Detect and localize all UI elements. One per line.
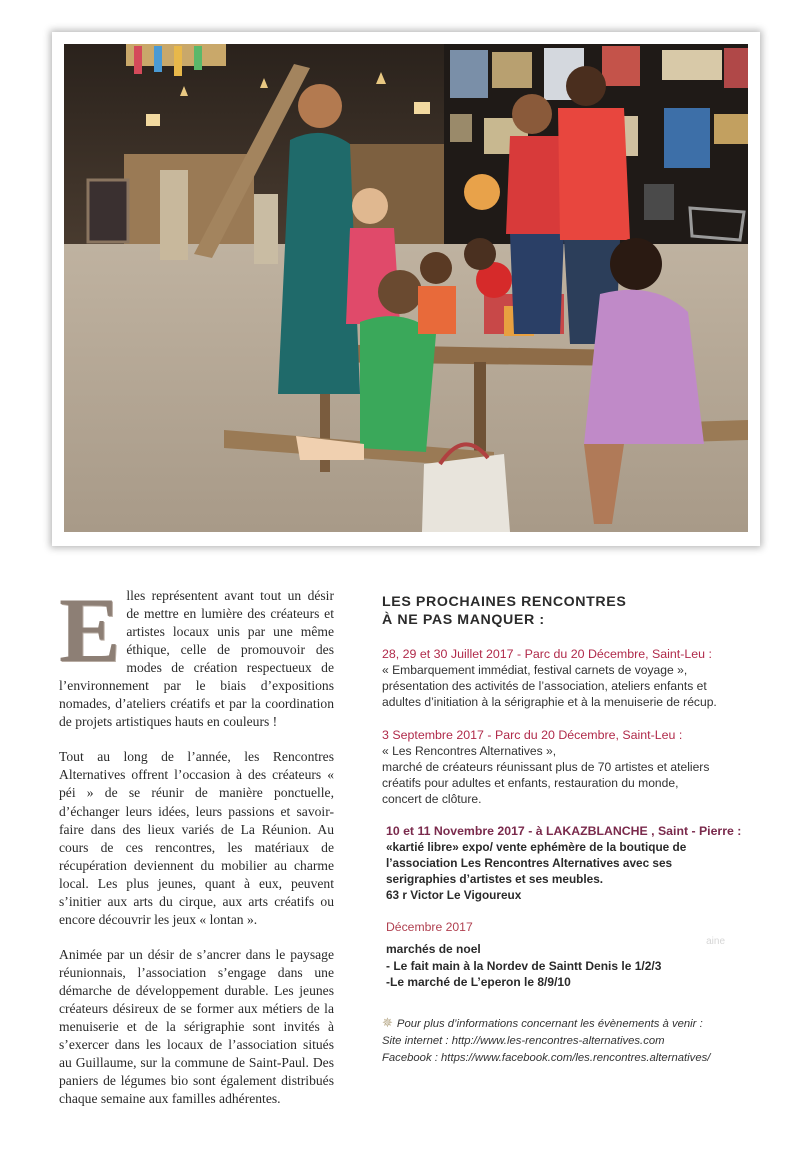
intro-paragraph-2: Tout au long de l’année, les Rencontres Alternatives offrent l’occasion à des créateurs « péi » de se réunir de manière ponctuelle, d’échanger leurs idées, leurs passions et savoir-faire dans des lieux variés de La Réunion. Au cours de ces rencontres, les matériaux de récupération deviennent du mobilier au charme local. Les plus jeunes, quant à eux, peuvent s’initier aux arts du cirque, aux arts créatifs ou encore découvrir les jeux « lontan ». — [59, 749, 334, 927]
event-line: créatifs pour adultes et enfants, restauration du monde, — [382, 776, 679, 791]
event-heading: 28, 29 et 30 Juillet 2017 - Parc du 20 Décembre, Saint-Leu : — [382, 647, 712, 661]
event-heading: 3 Septembre 2017 - Parc du 20 Décembre, Saint-Leu : — [382, 727, 683, 742]
event-line: «kartié libre» expo/ vente ephémère de la boutique de — [386, 840, 687, 855]
intro-paragraph-1-text: lles représentent avant tout un désir de mettre en lumière des créateurs et artistes locaux unis par une même éthique, celle de promouvoir des modes de création respectueux de l’environnement par le biais d’expositions nomades, d’ateliers créatifs et par la coordination de projets artistiques hauts en couleurs ! — [59, 588, 334, 730]
info-block — [382, 1014, 772, 1067]
event-line: - Le fait main à la Nordev de Saintt Denis le 1/2/3 — [386, 958, 662, 973]
info-intro: Pour plus d’informations concernant les évènements à venir : — [396, 1018, 703, 1031]
event-line: adultes d’initiation à la sérigraphie et à la menuiserie de récup. — [382, 695, 717, 710]
chalkboard — [88, 180, 128, 242]
event-line: l’association Les Rencontres Alternatives avec ses — [386, 856, 673, 871]
info-line-1 — [382, 1014, 772, 1033]
event-item — [382, 646, 772, 711]
event-description — [382, 662, 772, 711]
website-link[interactable]: Site internet : http://www.les-rencontres-alternatives.com — [382, 1035, 665, 1048]
intro-paragraph-1 — [59, 579, 334, 731]
event-line: « Les Rencontres Alternatives », — [382, 743, 557, 758]
events-column — [382, 593, 772, 1067]
event-item — [382, 727, 772, 808]
event-line: 63 r Victor Le Vigoureux — [386, 888, 522, 903]
event-photo — [64, 44, 748, 532]
event-line: serigraphies d’artistes et ses meubles. — [386, 872, 604, 887]
dropcap-letter: E — [59, 579, 121, 681]
event-description — [386, 839, 772, 903]
facebook-link[interactable]: Facebook : https://www.facebook.com/les.rencontres.alternatives/ — [382, 1052, 711, 1065]
event-heading: Décembre 2017 — [386, 920, 473, 935]
intro-paragraph-3: Animée par un désir de s’ancrer dans le paysage réunionnais, l’association s’engage dans une démarche de développement durable. Les jeunes créateurs désireux de se former aux métiers de la menuiserie et de la sérigraphie sont invités à s’exercer dans les locaux de l’association situés au Guillaume, sur la commune de Saint-Paul. Des paniers de légumes bio sont également distribués chaque semaine aux familles adhérentes. — [59, 946, 334, 1107]
event-line: -Le marché de L’eperon le 8/9/10 — [386, 974, 571, 989]
photo-illustration — [64, 44, 748, 532]
events-title-line-2: À NE PAS MANQUER : — [382, 612, 545, 628]
event-line: concert de clôture. — [382, 792, 482, 807]
event-line: présentation des activités de l’association, ateliers enfants et — [382, 679, 707, 694]
event-description — [386, 941, 772, 990]
event-item — [382, 823, 772, 903]
event-line: marchés de noel — [386, 942, 481, 957]
event-line: « Embarquement immédiat, festival carnets de voyage », — [382, 663, 688, 677]
events-title — [382, 593, 772, 629]
star-icon: ✵ — [382, 1015, 393, 1031]
events-title-line-1: LES PROCHAINES RENCONTRES — [382, 594, 627, 610]
ghost-text: aine — [706, 936, 725, 947]
event-line: marché de créateurs réunissant plus de 70 artistes et ateliers — [382, 759, 710, 774]
event-heading: 10 et 11 Novembre 2017 - à LAKAZBLANCHE , Saint - Pierre : — [386, 824, 742, 839]
event-item — [382, 919, 772, 990]
intro-text — [59, 579, 334, 1125]
event-description — [382, 743, 772, 808]
photo-frame — [52, 32, 760, 546]
